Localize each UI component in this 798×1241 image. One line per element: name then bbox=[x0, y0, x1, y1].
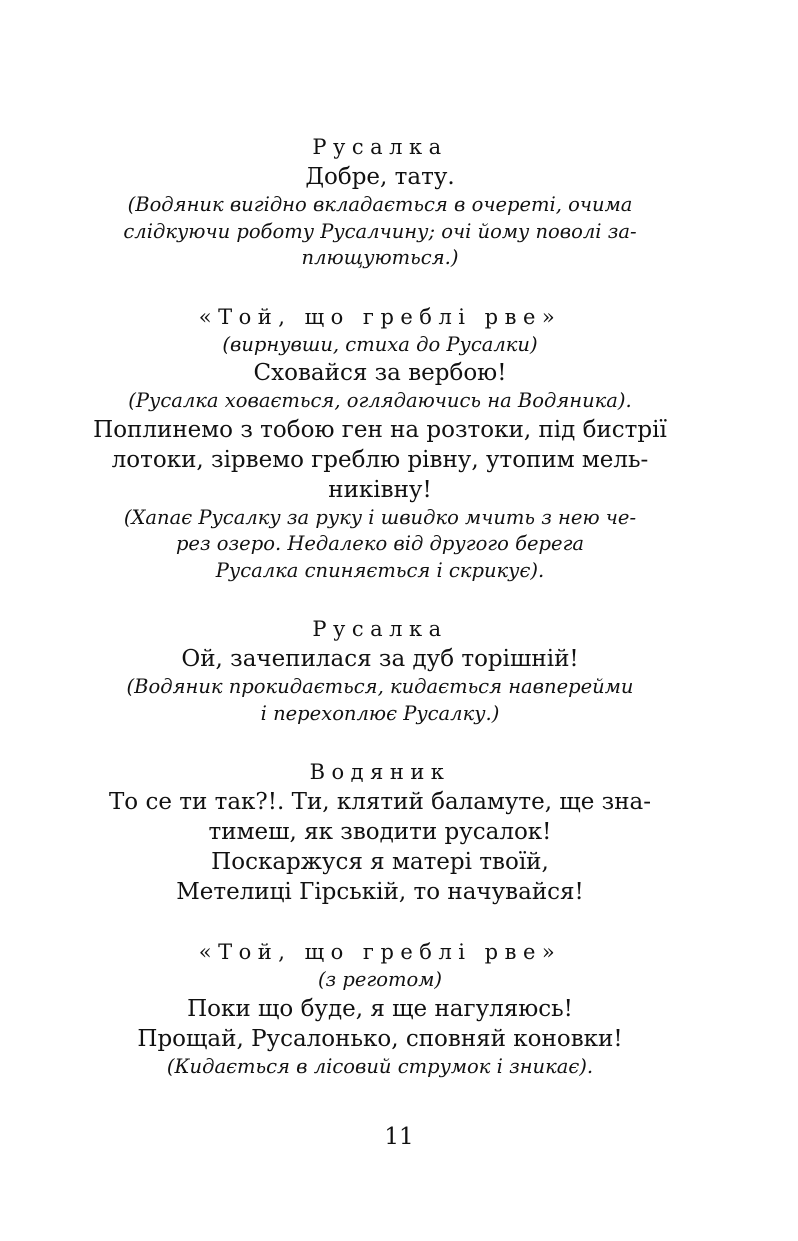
speech-line: Прощай, Русалонько, сповняй коновки! bbox=[137, 1025, 623, 1052]
speaker-name: «Той, що греблі рве» bbox=[198, 940, 562, 964]
stage-direction: (вирнувши, стиха до Русалки) bbox=[222, 332, 538, 356]
page-number: 11 bbox=[384, 1124, 414, 1150]
speech-line: Добре, тату. bbox=[305, 164, 455, 190]
speaker-name: Русалка bbox=[312, 617, 448, 641]
block-gap bbox=[60, 272, 700, 303]
stage-direction: (Хапає Русалку за руку і швидко мчить з нею че- bbox=[123, 505, 637, 529]
stage-direction: Русалка спиняється і скрикує). bbox=[215, 558, 545, 582]
stage-direction: плющуються.) bbox=[301, 246, 459, 269]
dialogue-block bbox=[60, 758, 700, 907]
stage-direction: (Кидається в лісовий струмок і зникає). bbox=[166, 1054, 594, 1078]
speech-line: То се ти так?!. Ти, клятий баламуте, ще зна- bbox=[108, 789, 652, 815]
speech-line: лотоки, зірвемо греблю рівну, утопим мель- bbox=[111, 446, 649, 473]
speech-line: Ой, зачепилася за дуб торішній! bbox=[181, 646, 579, 672]
speech-line: Сховайся за вербою! bbox=[253, 360, 507, 386]
stage-direction: (Русалка ховається, оглядаючись на Водяника). bbox=[128, 389, 632, 412]
stage-direction: і перехоплює Русалку.) bbox=[260, 701, 500, 725]
speech-line: Поплинемо з тобою ген на розтоки, під бистрії bbox=[93, 416, 667, 443]
stage-direction: (Водяник прокидається, кидається навперейми bbox=[126, 675, 634, 698]
speaker-name: Водяник bbox=[309, 760, 451, 784]
play-text bbox=[60, 133, 700, 1080]
speech-line: тимеш, як зводити русалок! bbox=[208, 819, 552, 845]
speech-line: Метелиці Гірській, то начувайся! bbox=[176, 879, 584, 905]
speech-line: Поки що буде, я ще нагуляюсь! bbox=[187, 995, 573, 1022]
stage-direction: слідкуючи роботу Русалчину; очі йому поволі за- bbox=[123, 219, 637, 243]
stage-direction: (з реготом) bbox=[317, 968, 443, 991]
speaker-name: Русалка bbox=[312, 135, 448, 159]
dialogue-block bbox=[60, 133, 700, 272]
speech-line: никівну! bbox=[328, 476, 432, 503]
dialogue-block bbox=[60, 303, 700, 585]
speaker-name: «Той, що греблі рве» bbox=[198, 304, 562, 329]
dialogue-block bbox=[60, 938, 700, 1080]
block-gap bbox=[60, 584, 700, 615]
speech-line: Поскаржуся я матері твоїй, bbox=[211, 849, 549, 875]
stage-direction: рез озеро. Недалеко від другого берега bbox=[175, 532, 585, 555]
block-gap bbox=[60, 907, 700, 938]
stage-direction: (Водяник вигідно вкладається в очереті, очима bbox=[127, 193, 633, 216]
block-gap bbox=[60, 727, 700, 758]
dialogue-block bbox=[60, 615, 700, 727]
